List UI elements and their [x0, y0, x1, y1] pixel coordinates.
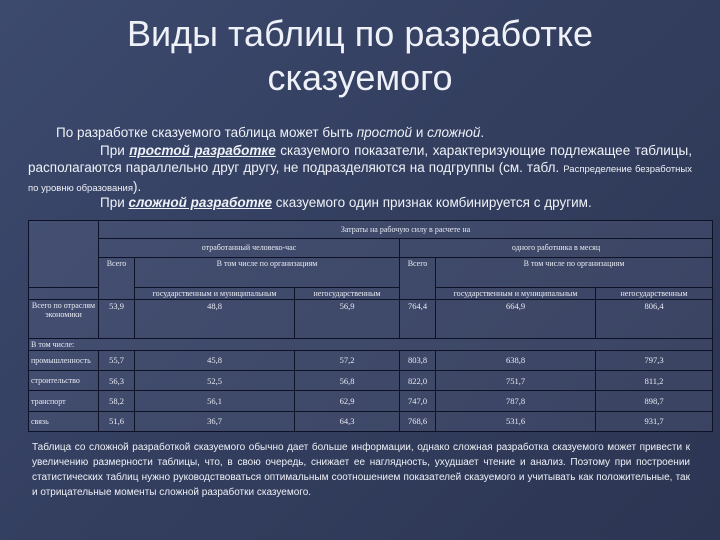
- table-row: [29, 391, 713, 411]
- intro-paragraph: [56, 124, 696, 141]
- cell: 803,8: [400, 350, 436, 370]
- header-nonstate-1: негосударственным: [295, 287, 400, 299]
- corner-cell: [29, 221, 99, 288]
- row-label: промышленность: [29, 350, 99, 370]
- cell: 638,8: [436, 350, 596, 370]
- header-state-2: государственным и муниципальным: [436, 287, 596, 299]
- cell: 57,2: [295, 350, 400, 370]
- cell: 55,7: [99, 350, 135, 370]
- complex-emphasis: сложной разработке: [128, 195, 273, 210]
- row-label: транспорт: [29, 391, 99, 411]
- row-label: Всего по отраслям экономики: [29, 300, 99, 339]
- and-word: и: [412, 125, 428, 140]
- simple-word: простой: [356, 125, 413, 140]
- intro-text: По разработке сказуемого таблица может быть: [56, 125, 357, 140]
- cell: 531,6: [436, 411, 596, 431]
- cell: 56,9: [295, 300, 400, 339]
- complex-paragraph: [100, 194, 700, 211]
- complex-rest: сказуемого один признак комбинируется с другим.: [272, 195, 592, 210]
- simple-end: ).: [132, 179, 142, 194]
- cell: 56,1: [135, 391, 295, 411]
- slide-title: Виды таблиц по разработке сказуемого: [126, 13, 594, 98]
- including-row: В том числе:: [29, 338, 713, 350]
- cell: 56,3: [99, 371, 135, 391]
- table-row-total: [29, 300, 713, 339]
- table-row: [29, 411, 713, 431]
- header-main: Затраты на рабочую силу в расчете на: [99, 221, 713, 239]
- header-group-hour: отработанный человеко-час: [99, 239, 400, 257]
- cell: 797,3: [596, 350, 713, 370]
- cell: 64,3: [295, 411, 400, 431]
- table-row: [29, 350, 713, 370]
- cell: 751,7: [436, 371, 596, 391]
- cell: 747,0: [400, 391, 436, 411]
- simple-lead: При: [100, 143, 130, 158]
- cell: 787,8: [436, 391, 596, 411]
- cell: 45,8: [135, 350, 295, 370]
- header-total-2: Всего: [400, 257, 436, 300]
- header-total-1: Всего: [99, 257, 135, 300]
- intro-end: .: [480, 125, 485, 140]
- header-nonstate-2: негосударственным: [596, 287, 713, 299]
- cell: 36,7: [135, 411, 295, 431]
- cell: 48,8: [135, 300, 295, 339]
- table-row: [29, 371, 713, 391]
- simple-paragraph: [28, 142, 692, 197]
- cell: 56,8: [295, 371, 400, 391]
- cell: 62,9: [295, 391, 400, 411]
- labor-cost-table: [28, 220, 713, 432]
- cell: 58,2: [99, 391, 135, 411]
- header-including-2: В том числе по организациям: [436, 257, 713, 287]
- cell: 898,7: [596, 391, 713, 411]
- complex-word: сложной: [427, 125, 481, 140]
- header-including-1: В том числе по организациям: [135, 257, 400, 287]
- header-group-month: одного работника в месяц: [400, 239, 713, 257]
- cell: 664,9: [436, 300, 596, 339]
- table-reference: Распределение безработных по уровню образования: [28, 164, 692, 194]
- cell: 52,5: [135, 371, 295, 391]
- simple-emphasis: простой разработке: [129, 143, 276, 158]
- row-label: связь: [29, 411, 99, 431]
- complex-lead: При: [100, 195, 129, 210]
- cell: 806,4: [596, 300, 713, 339]
- conclusion-paragraph: Таблица со сложной разработкой сказуемого обычно дает больше информации, однако сложная разработка сказуемого может привести к увеличению размерности таблицы, что, в свою очередь, снижает ее наглядность, ухудшает чтение и анализ. Поэтому при построении статистических таблиц нужно руководствоваться оптимальным соотношением показателей сказуемого и учитывать как положительные, так и отрицательные моменты сложной разработки сказуемого.: [32, 442, 690, 498]
- cell: 931,7: [596, 411, 713, 431]
- corner-cell-2: [29, 287, 99, 299]
- cell: 768,6: [400, 411, 436, 431]
- cell: 822,0: [400, 371, 436, 391]
- header-state-1: государственным и муниципальным: [135, 287, 295, 299]
- simple-rest: сказуемого показатели, характеризующие подлежащее таблицы, располагаются параллельно друг другу, не подразделяются на подгруппы (см. табл.: [28, 143, 692, 175]
- row-label: строительство: [29, 371, 99, 391]
- cell: 53,9: [99, 300, 135, 339]
- cell: 51,6: [99, 411, 135, 431]
- cell: 764,4: [400, 300, 436, 339]
- cell: 811,2: [596, 371, 713, 391]
